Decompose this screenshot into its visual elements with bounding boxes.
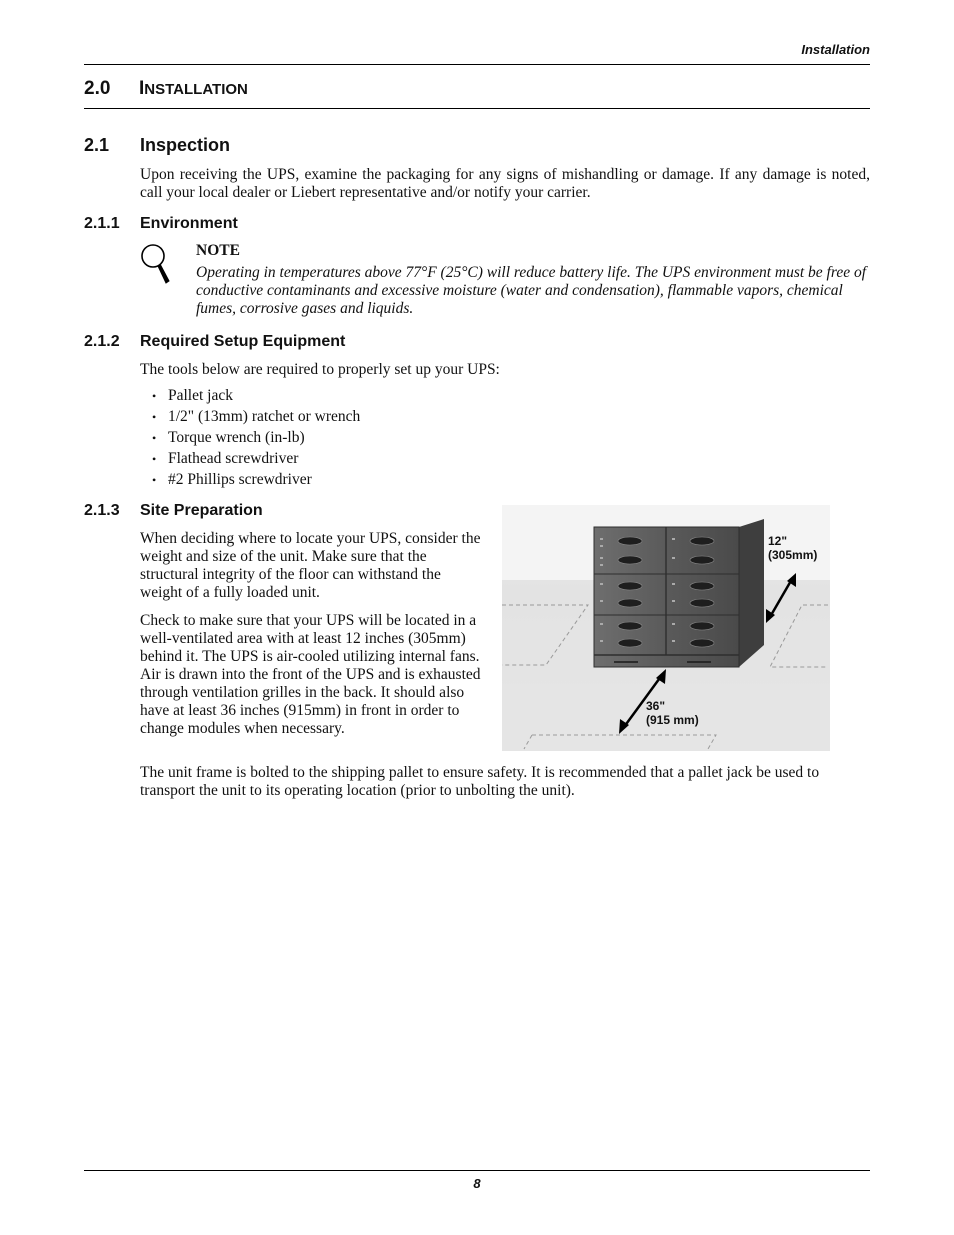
inspection-title: Inspection [140,135,231,155]
environment-heading [84,215,238,233]
tool-label: #2 Phillips screwdriver [168,471,312,488]
setup-intro: The tools below are required to properly set up your UPS: [140,361,500,378]
inspection-heading [84,135,230,156]
footer-rule [84,1170,870,1171]
rear-clearance-label [768,534,817,562]
section-rule [84,108,870,109]
inspection-number: 2.1 [84,135,110,155]
running-header: Installation [801,42,870,57]
site-paragraph-3: The unit frame is bolted to the shipping pallet to ensure safety. It is recommended that a pallet jack be used to transport the unit to its operating location (prior to unbolting the unit). [140,764,820,799]
setup-title: Required Setup Equipment [140,333,346,350]
section-title-initial: I [139,78,145,99]
site-number: 2.1.3 [84,502,120,519]
list-item: • Torque wrench (in-lb) [152,429,305,446]
rear-clearance-mm: (305mm) [768,548,818,562]
section-title-rest: NSTALLATION [144,81,248,98]
environment-title: Environment [140,215,238,232]
ups-clearance-figure [502,505,830,751]
setup-heading [84,333,345,351]
tool-label: 1/2" (13mm) ratchet or wrench [168,408,361,425]
list-item: • 1/2" (13mm) ratchet or wrench [152,408,361,425]
tool-label: Torque wrench (in-lb) [168,429,305,446]
list-item: • Pallet jack [152,387,233,404]
setup-number: 2.1.2 [84,333,120,350]
front-clearance-label [646,699,699,727]
site-heading [84,502,263,520]
tool-label: Pallet jack [168,387,233,404]
front-clearance-mm: (915 mm) [646,713,699,727]
page-number: 8 [473,1176,481,1191]
tools-list [152,387,360,492]
header-rule [84,64,870,65]
inspection-paragraph: Upon receiving the UPS, examine the packaging for any signs of mishandling or damage. If any damage is noted, call your local dealer or Liebert representative and/or notify your carrier. [140,166,870,201]
site-title: Site Preparation [140,502,263,519]
tool-label: Flathead screwdriver [168,450,299,467]
section-heading [84,78,248,100]
magnifier-note-icon [138,243,174,287]
site-paragraph-1: When deciding where to locate your UPS, consider the weight and size of the unit. Make sure that the structural integrity of the floor can withstand the weight of a fully loaded unit. [140,530,481,601]
section-number: 2.0 [84,78,111,99]
rear-clearance-inches: 12" [768,534,788,548]
site-paragraph-2: Check to make sure that your UPS will be located in a well-ventilated area with at least 12 inches (305mm) behind it. The UPS is air-cooled utilizing internal fans. Air is drawn into the front of the UPS and is exhausted through ventilation grilles in the back. It should also have at least 36 inches (915mm) in front in order to change modules when necessary. [140,612,481,737]
note-text: Operating in temperatures above 77°F (25°C) will reduce battery life. The UPS environment must be free of conductive contaminants and excessive moisture (water and condensation), flammable vapors, chemical fumes, corrosive gases and liquids. [196,264,867,317]
list-item: • Flathead screwdriver [152,450,299,467]
front-clearance-inches: 36" [646,699,666,713]
note-title: NOTE [196,242,240,259]
list-item: • #2 Phillips screwdriver [152,471,312,488]
environment-number: 2.1.1 [84,215,120,232]
